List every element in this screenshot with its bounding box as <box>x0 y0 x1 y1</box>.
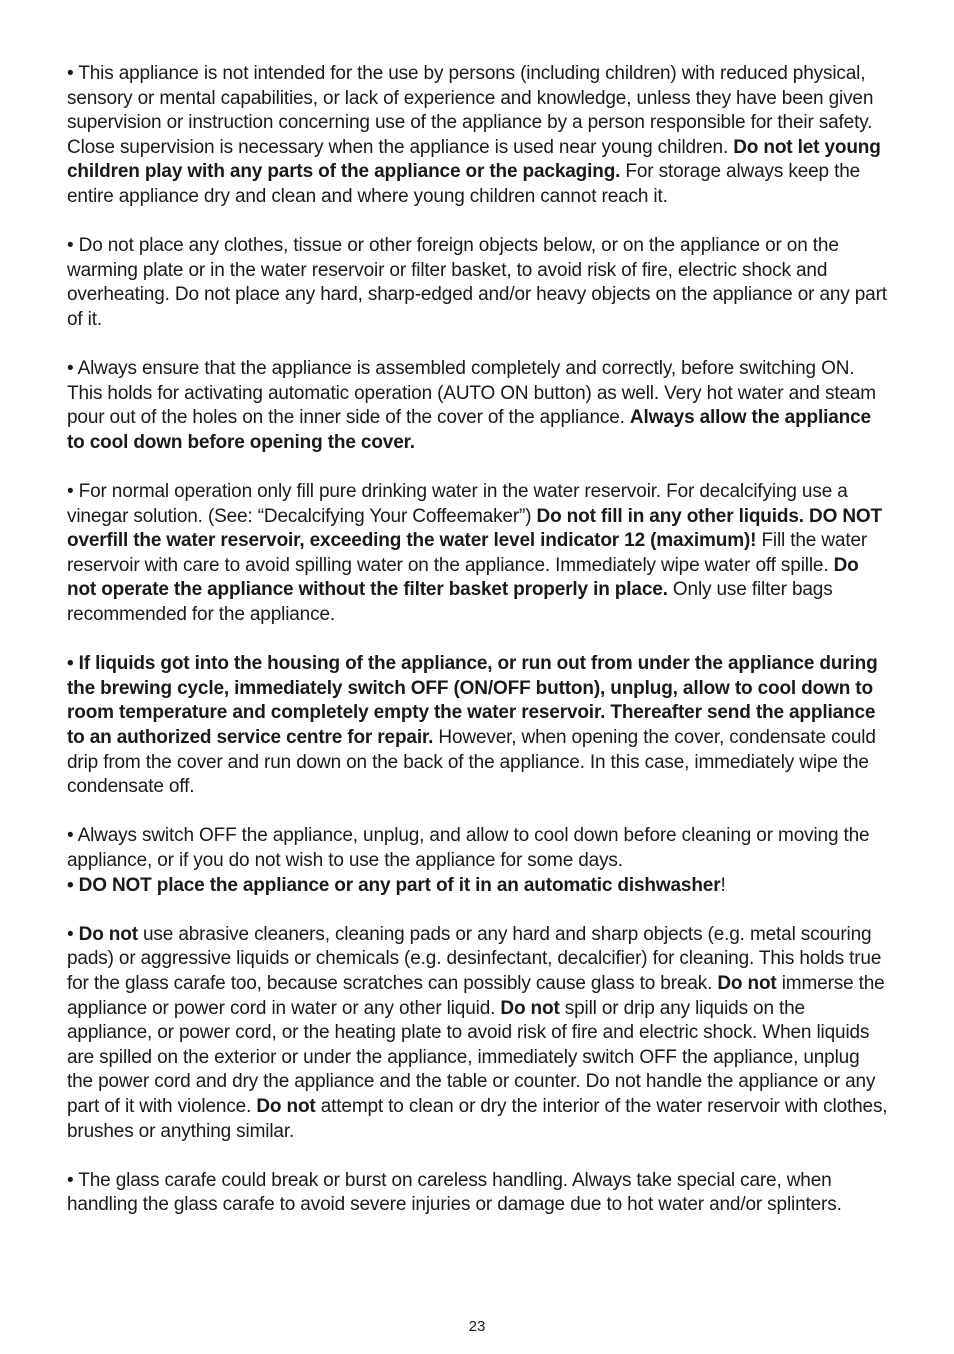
body-text: Only use filter bags recommended for the appliance. <box>67 579 833 626</box>
body-text: use abrasive cleaners, cleaning pads or any hard and sharp objects (e.g. metal scouring pads) or aggressive liquids or chemicals (e.g. desinfectant, decalcifier) for cleaning. This holds true for the glass carafe too, because scratches can possibly cause glass to break. <box>67 923 882 994</box>
bold-text: • DO NOT place the appliance or any part of it in an automatic dishwasher <box>67 874 721 896</box>
page-number: 23 <box>468 1318 486 1335</box>
bold-text: Do not <box>717 972 777 994</box>
bold-text: Always allow the appliance to cool down before opening the cover. <box>67 407 871 453</box>
body-text: • Always ensure that the appliance is assembled completely and correctly, before switching ON. This holds for activating automatic operation (AUTO ON button) as well. Very hot water and steam pour out of the holes on the inner side of the cover of the appliance. <box>67 358 876 429</box>
body-text: For storage always keep the entire appliance dry and clean and where young children cannot reach it. <box>67 161 861 207</box>
bold-text: Do not let young children play with any parts of the appliance or the packaging. <box>67 136 881 183</box>
body-text: • This appliance is not intended for the use by persons (including children) with reduced physical, sensory or mental capabilities, or lack of experience and knowledge, unless they have been given supervision or instruction concerning use of the appliance by a person responsible for their safety. Close supervision is necessary when the appliance is used near young children. <box>67 63 874 158</box>
body-text: Fill the water reservoir with care to avoid spilling water on the appliance. Immediately wipe water off spille. <box>67 530 868 576</box>
body-text: • <box>67 923 79 945</box>
safety-paragraph <box>67 923 889 1144</box>
body-text: However, when opening the cover, condensate could drip from the cover and run down on the back of the appliance. In this case, immediately wipe the condensate off. <box>67 727 876 798</box>
body-text: spill or drip any liquids on the appliance, or power cord, or the heating plate to avoid risk of fire and electric shock. When liquids are spilled on the exterior or under the appliance, immediately switch OFF the appliance, unplug the power cord and dry the appliance and the table or counter. Do not handle the appliance or any part of it with violence. <box>67 997 876 1117</box>
safety-paragraph <box>67 480 889 628</box>
document-body <box>67 62 889 1243</box>
bold-text: Do not fill in any other liquids. DO NOT overfill the water reservoir, exceeding the water level indicator 12 (maximum)! <box>67 505 883 552</box>
safety-paragraph <box>67 874 889 899</box>
bold-text: • If liquids got into the housing of the appliance, or run out from under the appliance during the brewing cycle, immediately switch OFF (ON/OFF button), unplug, allow to cool down to room temperature and completely empty the water reservoir. Thereafter send the appliance to an authorized service centre for repair. <box>67 653 878 749</box>
safety-paragraph <box>67 652 889 800</box>
safety-paragraph <box>67 62 889 210</box>
safety-paragraph <box>67 824 889 873</box>
bold-text: Do not <box>500 997 560 1019</box>
safety-paragraph <box>67 234 889 332</box>
body-text: • Do not place any clothes, tissue or other foreign objects below, or on the appliance or on the warming plate or in the water reservoir or filter basket, to avoid risk of fire, electric shock and overheating. Do not place any hard, sharp-edged and/or heavy objects on the appliance or any part of it. <box>67 235 887 330</box>
bold-text: Do not operate the appliance without the filter basket properly in place. <box>67 554 859 601</box>
body-text: • For normal operation only fill pure drinking water in the water reservoir. For decalcifying use a vinegar solution. (See: “Decalcifying Your Coffeemaker”) <box>67 481 848 527</box>
bold-text: Do not <box>78 923 138 945</box>
safety-paragraph <box>67 357 889 455</box>
bold-text: Do not <box>256 1095 316 1117</box>
body-text: • Always switch OFF the appliance, unplug, and allow to cool down before cleaning or moving the appliance, or if you do not wish to use the appliance for some days. <box>67 825 870 871</box>
body-text: ! <box>720 874 726 896</box>
body-text: • The glass carafe could break or burst on careless handling. Always take special care, when handling the glass carafe to avoid severe injuries or damage due to hot water and/or splinters. <box>67 1169 842 1216</box>
safety-paragraph <box>67 1169 889 1218</box>
body-text: immerse the appliance or power cord in water or any other liquid. <box>67 972 885 1019</box>
body-text: attempt to clean or dry the interior of the water reservoir with clothes, brushes or anything similar. <box>67 1095 888 1142</box>
